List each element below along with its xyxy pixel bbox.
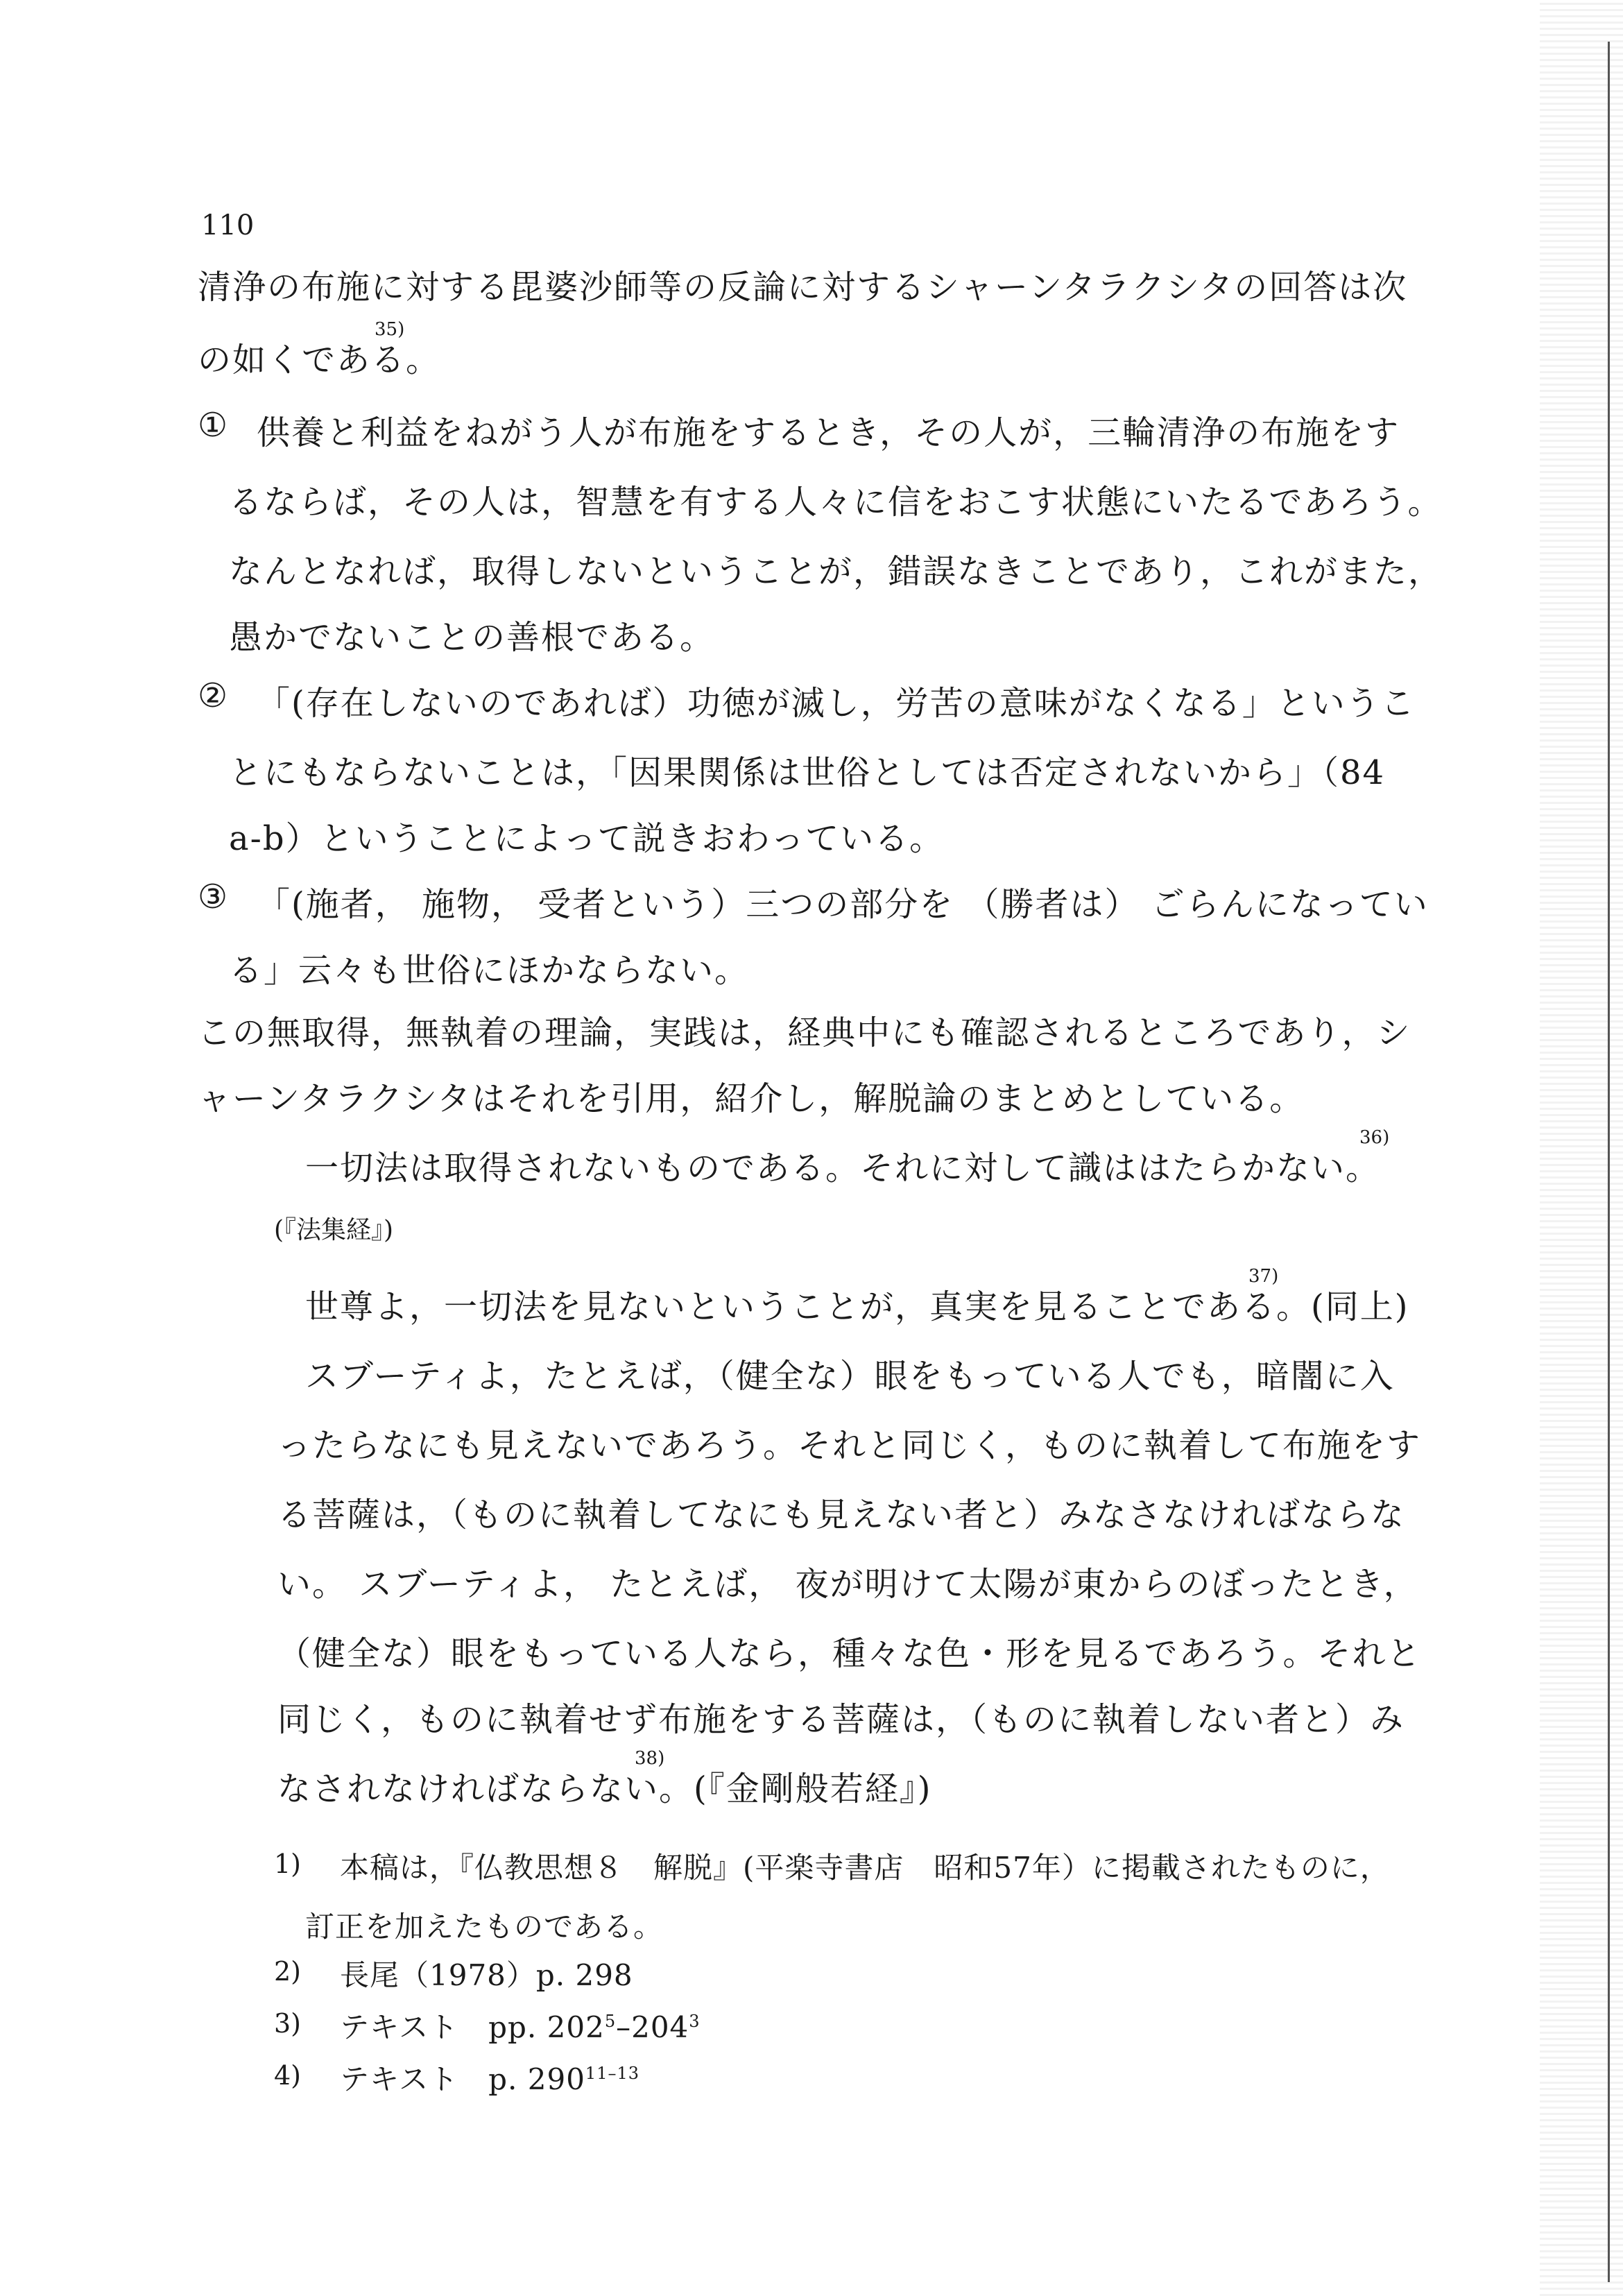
quote2-line-3: ったらなにも見えないであろう。それと同じく，ものに執着して布施をす [277,1426,1422,1465]
page-number: 110 [201,209,255,241]
item2-line-1: 「(存在しないのであれば）功徳が滅し，労苦の意味がなくなる」というこ [257,684,1416,723]
item3-line-2: る」云々も世俗にほかならない。 [229,951,750,990]
quote2-line-2: スブーティよ，たとえば，（健全な）眼をもっている人でも，暗闇に入 [305,1357,1395,1396]
item-marker-3: ③ [198,877,228,916]
item1-line-3: なんとなれば，取得しないということが，錯誤なきことであり，これがまた， [229,552,1443,591]
quote2-line-4: る菩薩は，（ものに執着してなにも見えない者と）みなさなければならな [277,1496,1406,1534]
paragraph1-line-2: の如くである。 [198,341,441,379]
footnote-2-text: 長尾（1978）p. 298 [340,1958,633,1992]
footnote-1-number: 1) [274,1849,302,1879]
footnote-3-text [340,2005,701,2046]
footnote-2-number: 2) [274,1956,302,1987]
quote2-line-5: い。 スブーティよ， たとえば， 夜が明けて太陽が東からのぼったとき， [277,1565,1418,1604]
footnote-4-number: 4) [274,2060,302,2091]
quote1-source: (『法集経』) [274,1216,394,1244]
item2-line-2: とにもならないことは，「因果関係は世俗としては否定されないから」（84 [229,753,1386,792]
footnote-3-number: 3) [274,2008,302,2039]
footnote-3-sup-a: 5 [604,2012,617,2031]
footnote-4-text [340,2057,639,2098]
note-ref-37: 37) [1248,1266,1279,1287]
footnote-4-main: テキスト p. 290 [340,2062,585,2096]
footnote-3-sup-b: 3 [689,2012,701,2031]
item1-line-4: 愚かでないことの善根である。 [229,618,715,657]
scan-edge-line [1608,42,1610,2282]
quote2-line-7: 同じく，ものに執着せず布施をする菩薩は，（ものに執着しない者と）み [277,1700,1405,1739]
paragraph2-line-1: この無取得，無執着の理論，実践は，経典中にも確認されるところであり，シ [198,1013,1411,1052]
item-marker-1: ① [198,406,228,445]
note-ref-38: 38) [635,1748,665,1769]
item-marker-2: ② [198,676,228,715]
item3-line-1: 「(施者， 施物， 受者という）三つの部分を （勝者は） ごらんになってい [257,885,1429,924]
footnote-1-line-2: 訂正を加えたものである。 [305,1910,664,1944]
scan-edge-noise [1540,0,1623,2296]
item1-line-2: るならば，その人は，智慧を有する人々に信をおこす状態にいたるであろう。 [229,483,1443,522]
note-ref-35: 35) [375,319,405,340]
footnote-3-main: テキスト pp. 202 [340,2010,605,2044]
quote2-line-8: なされなければならない。(『金剛般若経』) [277,1770,932,1808]
note-ref-36: 36) [1359,1127,1390,1148]
footnote-4-sup-a: 11–13 [585,2064,639,2083]
footnote-3-mid: –204 [616,2010,689,2044]
item1-line-1: 供養と利益をねがう人が布施をするとき，その人が，三輪清浄の布施をす [257,413,1400,452]
quote2-line-1: 世尊よ，一切法を見ないということが，真実を見ることである。(同上) [305,1287,1409,1326]
quote2-line-6: （健全な）眼をもっている人なら，種々な色・形を見るであろう。それと [277,1634,1422,1673]
paragraph1-line-1: 清浄の布施に対する毘婆沙師等の反論に対するシャーンタラクシタの回答は次 [198,268,1408,307]
item2-line-3: a-b）ということによって説きおわっている。 [229,819,945,858]
quote1-line: 一切法は取得されないものである。それに対して識ははたらかない。 [305,1149,1381,1188]
footnote-1-line-1: 本稿は，『仏教思想８ 解脱』(平楽寺書店 昭和57年）に掲載されたものに， [340,1851,1390,1885]
paragraph2-line-2: ャーンタラクシタはそれを引用，紹介し，解脱論のまとめとしている。 [198,1079,1305,1118]
